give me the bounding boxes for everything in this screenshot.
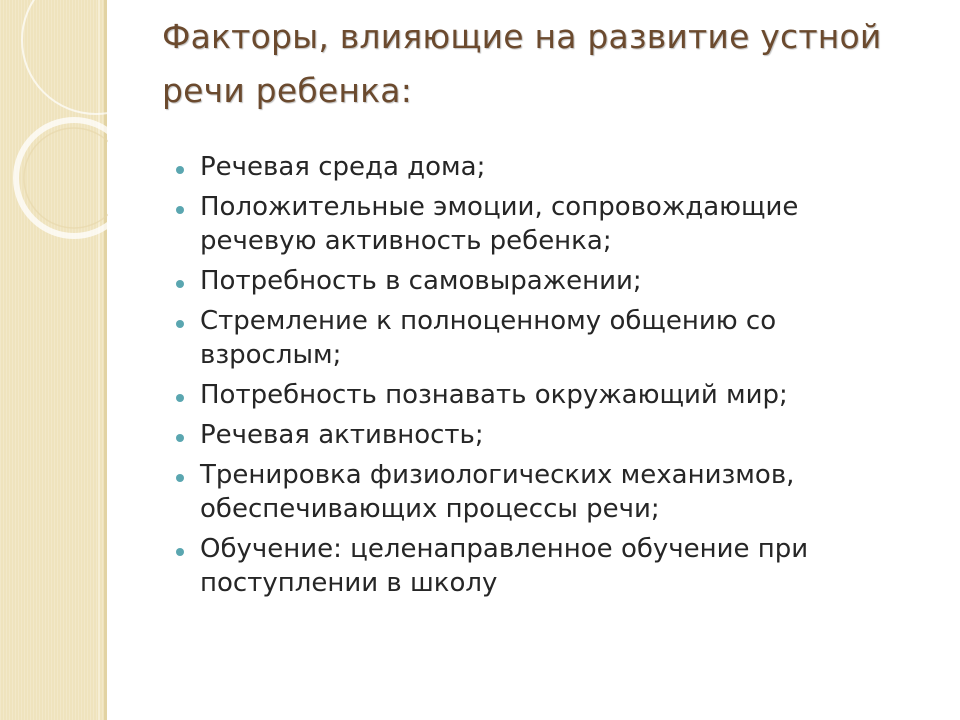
list-item	[176, 150, 916, 184]
bullet-text: Тренировка физиологических механизмов, обеспечивающих процессы речи;	[200, 460, 795, 524]
bullet-text: Стремление к полноценному общению со взрослым;	[200, 306, 777, 370]
bullet-icon	[176, 320, 184, 328]
list-item	[176, 418, 916, 452]
list-item	[176, 458, 916, 526]
list-item	[176, 190, 916, 258]
bullet-text: Обучение: целенаправленное обучение при поступлении в школу	[200, 534, 809, 598]
bullet-icon	[176, 474, 184, 482]
list-item	[176, 532, 916, 600]
list-item	[176, 264, 916, 298]
bullet-text: Речевая активность;	[200, 420, 484, 450]
bullet-icon	[176, 166, 184, 174]
bullet-icon	[176, 280, 184, 288]
list-item	[176, 304, 916, 372]
bullet-text: Речевая среда дома;	[200, 152, 486, 182]
bullet-list	[176, 150, 916, 606]
bullet-icon	[176, 434, 184, 442]
bullet-icon	[176, 548, 184, 556]
bullet-text: Потребность в самовыражении;	[200, 266, 642, 296]
decorative-circles	[0, 0, 108, 320]
slide-title: Факторы, влияющие на развитие устной речи ребенка:	[162, 17, 882, 110]
bullet-text: Положительные эмоции, сопровождающие речевую активность ребенка;	[200, 192, 799, 256]
list-item	[176, 378, 916, 412]
bullet-icon	[176, 394, 184, 402]
bullet-text: Потребность познавать окружающий мир;	[200, 380, 788, 410]
bullet-icon	[176, 206, 184, 214]
